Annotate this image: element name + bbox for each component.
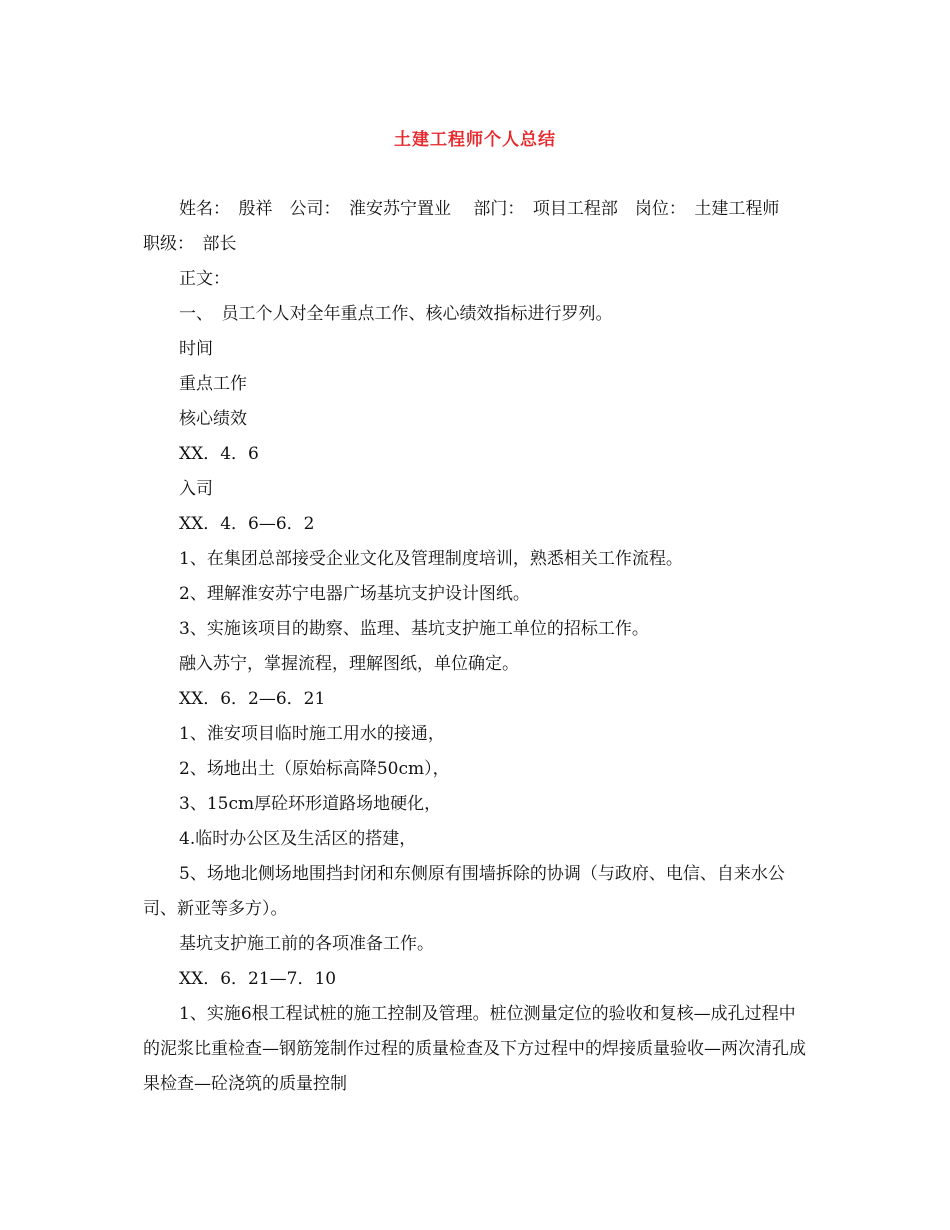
paragraph-date-4: XX．6．21—7．10 bbox=[179, 969, 337, 989]
paragraph-item: 5、场地北侧场地围挡封闭和东侧原有围墙拆除的协调（与政府、电信、自来水公司、新亚等多方）。 bbox=[143, 864, 785, 919]
paragraph-date-1: XX．4．6 bbox=[179, 444, 259, 464]
paragraph-body-label: 正文： bbox=[179, 269, 230, 289]
paragraph-summary: 融入苏宁，掌握流程，理解图纸，单位确定。 bbox=[179, 654, 519, 674]
paragraph-item: 1、在集团总部接受企业文化及管理制度培训，熟悉相关工作流程。 bbox=[179, 549, 683, 569]
paragraph-time-header: 时间 bbox=[179, 339, 213, 359]
paragraph-item: 4.临时办公区及生活区的搭建， bbox=[179, 829, 417, 849]
paragraph-section-one: 一、 员工个人对全年重点工作、核心绩效指标进行罗列。 bbox=[179, 304, 613, 324]
paragraph-item: 3、实施该项目的勘察、监理、基坑支护施工单位的招标工作。 bbox=[179, 619, 649, 639]
paragraph-date-2: XX．4．6—6．2 bbox=[179, 514, 315, 534]
paragraph-onboarding: 入司 bbox=[179, 479, 213, 499]
paragraph-item: 1、实施6根工程试桩的施工控制及管理。桩位测量定位的验收和复核—成孔过程中的泥浆比重检查—钢筋笼制作过程的质量检查及下方过程中的焊接质量验收—两次清孔成果检查—砼浇筑的质量控制 bbox=[143, 1004, 806, 1094]
paragraph-date-3: XX．6．2—6．21 bbox=[179, 689, 326, 709]
paragraph-info: 姓名： 殷祥 公司： 淮安苏宁置业 部门： 项目工程部 岗位： 土建工程师 职级： 部长 bbox=[143, 199, 797, 254]
paragraph-item: 2、场地出土（原始标高降50cm）， bbox=[179, 759, 450, 779]
paragraph-summary: 基坑支护施工前的各项准备工作。 bbox=[179, 934, 434, 954]
paragraph-item: 2、理解淮安苏宁电器广场基坑支护设计图纸。 bbox=[179, 584, 530, 604]
paragraph-item: 1、淮安项目临时施工用水的接通， bbox=[179, 724, 445, 744]
document-title: 土建工程师个人总结 bbox=[394, 130, 556, 150]
document-body bbox=[143, 192, 808, 1102]
paragraph-core-kpi-header: 核心绩效 bbox=[179, 409, 247, 429]
paragraph-key-work-header: 重点工作 bbox=[179, 374, 247, 394]
paragraph-item: 3、15cm厚砼环形道路场地硬化， bbox=[179, 794, 442, 814]
